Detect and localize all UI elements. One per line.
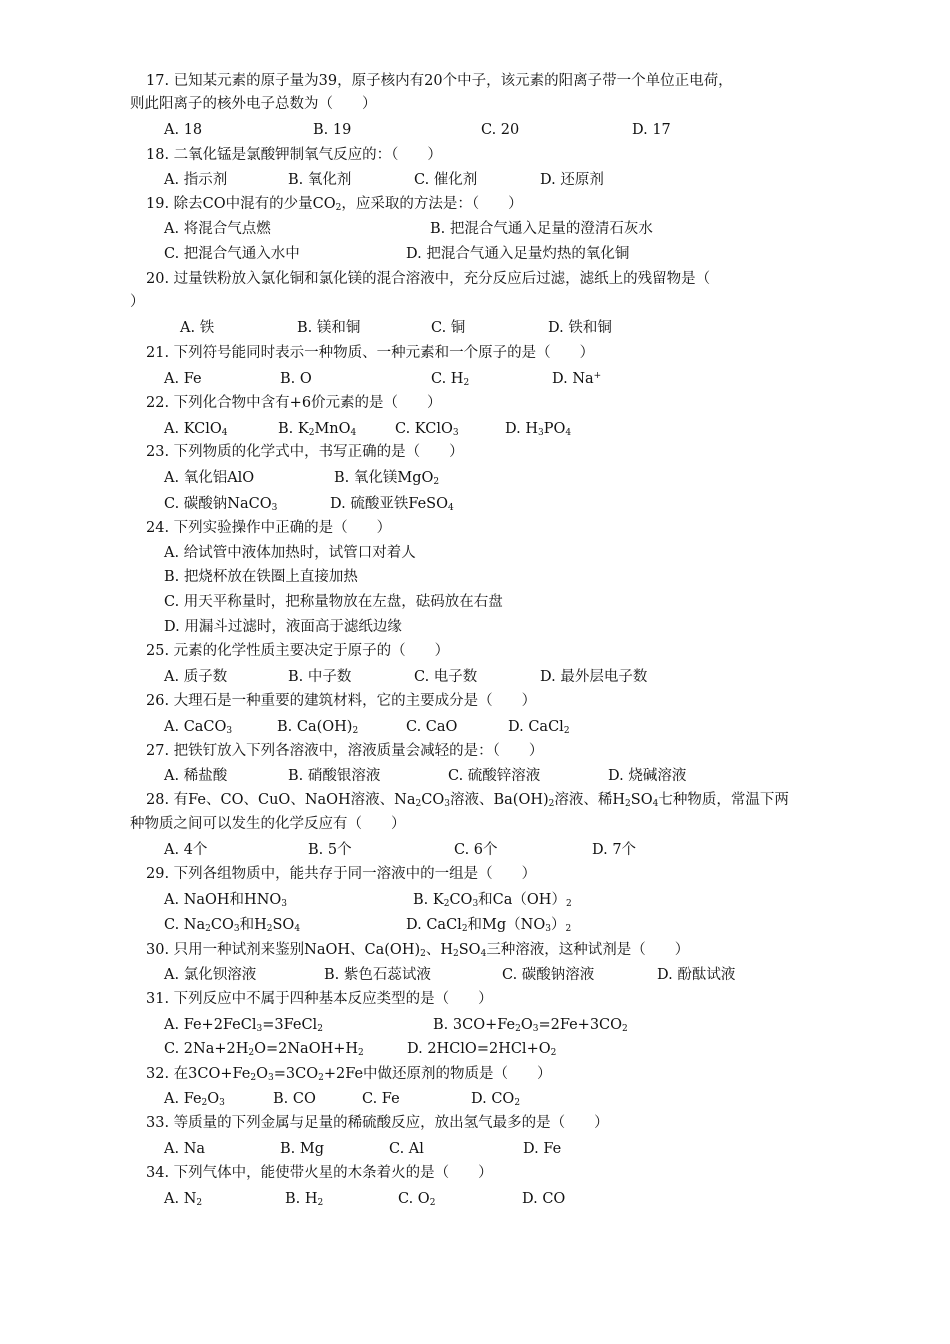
question-text: 18. 二氧化锰是氯酸钾制氧气反应的：（ ）	[146, 147, 442, 163]
question-29-line	[0, 913, 950, 937]
question-text: 33. 等质量的下列金属与足量的稀硫酸反应，放出氢气最多的是（ ）	[146, 1115, 609, 1131]
question-30-line	[0, 963, 950, 987]
answer-option: C. 电子数	[414, 669, 478, 685]
answer-option: C. $Na_2CO_3$和$H_2SO_4$	[164, 917, 301, 934]
answer-option: D. 铁和铜	[548, 320, 612, 336]
question-text: 30. 只用一种试剂来鉴别NaOH、$Ca(OH)_2$、$H_2SO_4$三种溶液，这种试剂是（ ）	[146, 942, 690, 959]
question-31-line	[0, 1037, 950, 1061]
answer-option: B. 19	[313, 122, 352, 138]
question-31-stem	[0, 987, 950, 1011]
answer-option: D. 烧碱溶液	[608, 768, 687, 784]
question-24-stem	[0, 516, 950, 540]
question-34-line	[0, 1187, 950, 1211]
answer-option: B. $Ca(OH)_2$	[277, 719, 359, 736]
question-17-stem	[0, 69, 950, 93]
answer-option: B. 把烧杯放在铁圈上直接加热	[164, 569, 358, 585]
answer-option: A. KClO$_4$	[164, 421, 228, 438]
answer-option: C. 硫酸锌溶液	[448, 768, 541, 784]
answer-option: D. 还原剂	[540, 172, 604, 188]
answer-option: B. Mg	[280, 1141, 325, 1157]
answer-option: A. 铁	[180, 320, 215, 336]
answer-option: A. Fe+2FeCl$_3$=3FeCl$_2$	[164, 1017, 323, 1034]
question-20-stem	[0, 267, 950, 291]
answer-option: B. 氧化剂	[288, 172, 352, 188]
answer-option: A. 指示剂	[164, 172, 228, 188]
answer-option: B. 氧化镁MgO$_2$	[334, 470, 440, 487]
question-23-stem	[0, 440, 950, 464]
question-19-stem	[0, 192, 950, 216]
answer-option: A. NaOH和$HNO_3$	[164, 892, 288, 909]
answer-option: C. 铜	[431, 320, 466, 336]
question-text: 25. 元素的化学性质主要决定于原子的（ ）	[146, 643, 450, 659]
answer-option: D. Fe	[523, 1141, 562, 1157]
answer-option: B. 紫色石蕊试液	[324, 967, 431, 983]
question-text: 29. 下列各组物质中，能共存于同一溶液中的一组是（ ）	[146, 866, 537, 882]
answer-option: A. Na	[164, 1141, 206, 1157]
question-32-line	[0, 1087, 950, 1111]
question-text: 17. 已知某元素的原子量为39，原子核内有20个中子，该元素的阳离子带一个单位正电荷，	[146, 73, 733, 89]
answer-option: D. 17	[632, 122, 671, 138]
question-25-stem	[0, 639, 950, 663]
answer-option: C. $H_2$	[431, 371, 470, 388]
answer-option: C. KClO$_3$	[395, 421, 459, 438]
answer-option: B. 中子数	[288, 669, 352, 685]
question-21-stem	[0, 341, 950, 365]
question-17-line	[0, 118, 950, 142]
answer-option: A. $Fe_2O_3$	[164, 1091, 225, 1108]
answer-option: D. 硫酸亚铁FeSO$_4$	[330, 496, 454, 513]
question-22-stem	[0, 391, 950, 415]
question-28-line	[0, 812, 950, 836]
answer-option: D. 用漏斗过滤时，液面高于滤纸边缘	[164, 619, 402, 635]
answer-option: B. $K_2CO_3$和$Ca(OH)_2$	[413, 892, 572, 909]
question-31-line	[0, 1013, 950, 1037]
question-text: 34. 下列气体中，能使带火星的木条着火的是（ ）	[146, 1165, 493, 1181]
answer-option: A. 氧化铝AlO	[164, 470, 255, 486]
answer-option: A. CaCO$_3$	[164, 719, 233, 736]
answer-option: B. $K_2MnO_4$	[278, 421, 357, 438]
answer-option: A. Fe	[164, 371, 202, 387]
answer-option: D. CaCl$_2$	[508, 719, 570, 736]
question-34-stem	[0, 1161, 950, 1185]
question-text: 32. 在$3CO+Fe_2O_3=3CO_2+2Fe$中做还原剂的物质是（ ）	[146, 1066, 552, 1083]
answer-option: C. 20	[481, 122, 520, 138]
answer-option: D. 最外层电子数	[540, 669, 648, 685]
answer-option: D. $H_3PO_4$	[505, 421, 572, 438]
question-text: 28. 有Fe、CO、CuO、NaOH溶液、$Na_2CO_3$溶液、$Ba(OH)_2$溶液、稀$H_2SO_4$七种物质，常温下两	[146, 792, 789, 809]
question-28-line	[0, 838, 950, 862]
answer-option: D. 把混合气通入足量灼热的氧化铜	[406, 246, 630, 262]
answer-option: D. CO	[522, 1191, 566, 1207]
answer-option: D. 酚酞试液	[657, 967, 736, 983]
answer-option: A. 4个	[164, 842, 208, 858]
answer-option: D. 7个	[592, 842, 637, 858]
answer-option: B. 把混合气通入足量的澄清石灰水	[430, 221, 653, 237]
answer-option: B. $3CO+Fe_2O_3=2Fe+3CO_2$	[433, 1017, 628, 1034]
question-text: 种物质之间可以发生的化学反应有（ ）	[130, 816, 406, 832]
answer-option: C. 碳酸钠NaCO$_3$	[164, 496, 278, 513]
answer-option: B. 镁和铜	[297, 320, 361, 336]
question-23-line	[0, 466, 950, 490]
answer-option: C. 6个	[454, 842, 498, 858]
answer-option: C. 把混合气通入水中	[164, 246, 300, 262]
answer-option: D. $CO_2$	[471, 1091, 521, 1108]
question-29-line	[0, 888, 950, 912]
answer-option: C. $2Na+2H_2O=2NaOH+H_2$	[164, 1041, 364, 1058]
question-24-line	[0, 565, 950, 589]
answer-option: D. CaCl$_2$和$Mg(NO_3)_2$	[406, 917, 572, 934]
question-21-line	[0, 367, 950, 391]
question-24-line	[0, 615, 950, 639]
answer-option: A. 18	[164, 122, 203, 138]
question-26-line	[0, 715, 950, 739]
question-23-line	[0, 492, 950, 516]
question-28-stem	[0, 788, 950, 812]
question-19-line	[0, 217, 950, 241]
question-text: 23. 下列物质的化学式中，书写正确的是（ ）	[146, 444, 464, 460]
question-19-line	[0, 242, 950, 266]
question-24-line	[0, 541, 950, 565]
answer-option: A. 氯化钡溶液	[164, 967, 257, 983]
answer-option: B. CO	[273, 1091, 316, 1107]
answer-option: C. 用天平称量时，把称量物放在左盘，砝码放在右盘	[164, 594, 503, 610]
question-30-stem	[0, 938, 950, 962]
question-33-stem	[0, 1111, 950, 1135]
answer-option: A. 稀盐酸	[164, 768, 228, 784]
answer-option: B. 5个	[308, 842, 352, 858]
answer-option: B. O	[280, 371, 312, 387]
question-text: 26. 大理石是一种重要的建筑材料，它的主要成分是（ ）	[146, 693, 537, 709]
question-text: 31. 下列反应中不属于四种基本反应类型的是（ ）	[146, 991, 493, 1007]
question-text: ）	[130, 294, 145, 310]
question-32-stem	[0, 1062, 950, 1086]
question-text: 22. 下列化合物中含有+6价元素的是（ ）	[146, 395, 442, 411]
answer-option: A. $N_2$	[164, 1191, 203, 1208]
question-27-line	[0, 764, 950, 788]
question-25-line	[0, 665, 950, 689]
answer-option: C. $O_2$	[398, 1191, 436, 1208]
answer-option: A. 将混合气点燃	[164, 221, 271, 237]
answer-option: D. Na+	[552, 371, 602, 387]
answer-option: C. Al	[389, 1141, 424, 1157]
question-27-stem	[0, 739, 950, 763]
question-text: 27. 把铁钉放入下列各溶液中，溶液质量会减轻的是：（ ）	[146, 743, 544, 759]
answer-option: B. $H_2$	[285, 1191, 324, 1208]
answer-option: C. 催化剂	[414, 172, 478, 188]
answer-option: A. 质子数	[164, 669, 228, 685]
question-18-line	[0, 168, 950, 192]
question-text: 20. 过量铁粉放入氯化铜和氯化镁的混合溶液中，充分反应后过滤，滤纸上的残留物是（	[146, 271, 711, 287]
answer-option: C. 碳酸钠溶液	[502, 967, 595, 983]
question-text: 则此阳离子的核外电子总数为（ ）	[130, 96, 377, 112]
question-33-line	[0, 1137, 950, 1161]
answer-option: C. Fe	[362, 1091, 400, 1107]
question-text: 24. 下列实验操作中正确的是（ ）	[146, 520, 392, 536]
answer-option: D. $2HClO=2HCl+O_2$	[407, 1041, 557, 1058]
answer-option: C. CaO	[406, 719, 458, 735]
question-24-line	[0, 590, 950, 614]
question-20-line	[0, 290, 950, 314]
question-26-stem	[0, 689, 950, 713]
question-18-stem	[0, 143, 950, 167]
answer-option: B. 硝酸银溶液	[288, 768, 381, 784]
question-text: 19. 除去CO中混有的少量$CO_2$，应采取的方法是：（ ）	[146, 196, 523, 213]
question-20-line	[0, 316, 950, 340]
answer-option: A. 给试管中液体加热时，试管口对着人	[164, 545, 416, 561]
question-22-line	[0, 417, 950, 441]
question-text: 21. 下列符号能同时表示一种物质、一种元素和一个原子的是（ ）	[146, 345, 595, 361]
question-17-line	[0, 92, 950, 116]
question-29-stem	[0, 862, 950, 886]
